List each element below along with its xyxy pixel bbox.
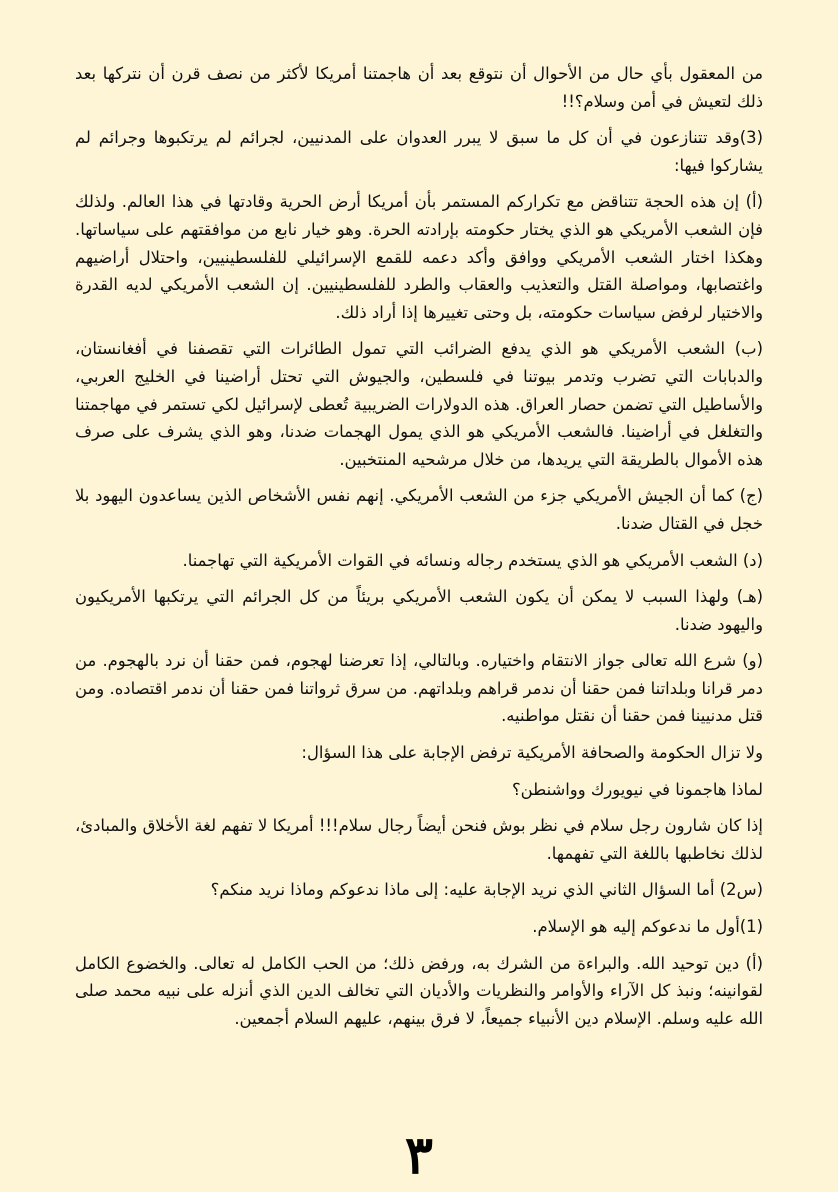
paragraph: (و) شرع الله تعالى جواز الانتقام واختياره. وبالتالي، إذا تعرضنا لهجوم، فمن حقنا أن نرد بالهجوم. من دمر قرانا وبلداتنا فمن حقنا أن ندمر قراهم وبلداتهم. من سرق ثرواتنا فمن حقنا أن ندمر اقتصاده. ومن قتل مدنيينا فمن حقنا أن نقتل مواطنيه.	[75, 651, 763, 726]
paragraph: (س2) أما السؤال الثاني الذي نريد الإجابة عليه: إلى ماذا ندعوكم وماذا نريد منكم؟	[210, 880, 763, 900]
paragraph: (ج) كما أن الجيش الأمريكي جزء من الشعب الأمريكي. إنهم نفس الأشخاص الذين يساعدون اليهود بلا خجل في القتال ضدنا.	[75, 486, 763, 533]
paragraph: (1)أول ما ندعوكم إليه هو الإسلام.	[532, 917, 763, 937]
document-body	[75, 60, 763, 1041]
paragraph: إذا كان شارون رجل سلام في نظر بوش فنحن أيضاً رجال سلام!!! أمريكا لا تفهم لغة الأخلاق والمبادئ، لذلك نخاطبها باللغة التي تفهمها.	[75, 816, 763, 863]
page-number: ٣	[405, 1125, 433, 1186]
paragraph: (ب) الشعب الأمريكي هو الذي يدفع الضرائب التي تمول الطائرات التي تقصفنا في أفغانستان، والدبابات التي تضرب وتدمر بيوتنا في فلسطين، والجيوش التي تحتل أراضينا في الخليج العربي، والأساطيل التي تضمن حصار العراق. هذه الدولارات الضريبية تُعطى لإسرائيل لكي تستمر في مهاجمتنا والتغلغل في أراضينا. فالشعب الأمريكي هو الذي يمول الهجمات ضدنا، وهو الذي يشرف على صرف هذه الأموال بالطريقة التي يريدها، من خلال مرشحيه المنتخبين.	[75, 339, 763, 469]
paragraph: من المعقول بأي حال من الأحوال أن نتوقع بعد أن هاجمتنا أمريكا لأكثر من نصف قرن أن نتركها بعد ذلك لتعيش في أمن وسلام؟!!	[75, 64, 763, 111]
paragraph: ولا تزال الحكومة والصحافة الأمريكية ترفض الإجابة على هذا السؤال:	[301, 743, 763, 763]
paragraph: (3)وقد تتنازعون في أن كل ما سبق لا يبرر العدوان على المدنيين، لجرائم لم يرتكبوها وجرائم لم يشاركوا فيها:	[75, 128, 763, 175]
paragraph: (هـ) ولهذا السبب لا يمكن أن يكون الشعب الأمريكي بريئاً من كل الجرائم التي يرتكبها الأمريكيون واليهود ضدنا.	[75, 587, 763, 634]
paragraph: (أ) إن هذه الحجة تتناقض مع تكراركم المستمر بأن أمريكا أرض الحرية وقادتها في هذا العالم. ولذلك فإن الشعب الأمريكي هو الذي يختار حكومته بإرادته الحرة. وهو خيار نابع من موافقتهم على سياساتها. وهكذا اختار الشعب الأمريكي ووافق وأكد دعمه للقمع الإسرائيلي للفلسطينيين، واحتلال أراضيهم واغتصابها، ومواصلة القتل والتعذيب والعقاب والطرد للفلسطينيين. إن الشعب الأمريكي لديه القدرة والاختيار لرفض سياسات حكومته، بل وحتى تغييرها إذا أراد ذلك.	[75, 192, 763, 322]
paragraph: (أ) دين توحيد الله. والبراءة من الشرك به، ورفض ذلك؛ من الحب الكامل له تعالى. والخضوع الكامل لقوانينه؛ ونبذ كل الآراء والأوامر والنظريات والأديان التي تخالف الدين الذي أنزله على نبيه محمد صلى الله عليه وسلم. الإسلام دين الأنبياء جميعاً، لا فرق بينهم، عليهم السلام أجمعين.	[75, 953, 763, 1028]
paragraph: لماذا هاجمونا في نيويورك وواشنطن؟	[511, 779, 763, 799]
paragraph: (د) الشعب الأمريكي هو الذي يستخدم رجاله ونسائه في القوات الأمريكية التي تهاجمنا.	[182, 550, 763, 570]
